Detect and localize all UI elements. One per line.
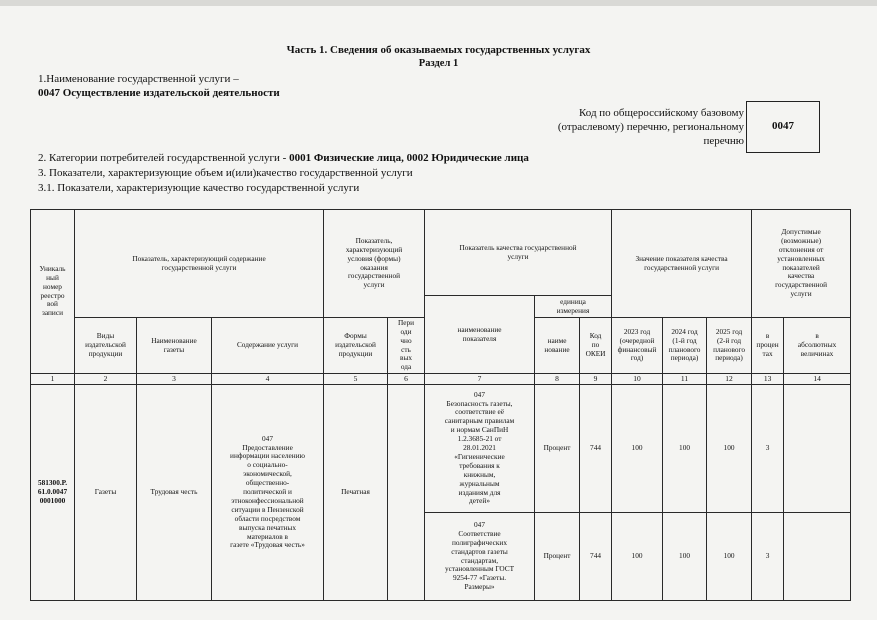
record-products: Газеты xyxy=(75,385,137,601)
column-number: 4 xyxy=(212,374,324,385)
column-number: 3 xyxy=(137,374,212,385)
record-content: 047 Предоставление информации населению о социально- экономической, общественно- политической и этноконфессиональной ситуации в Пензенской области посредством выпуска печатных материалов в газете «Трудовая честь» xyxy=(212,385,324,601)
header-percent: в процен тах xyxy=(752,318,784,374)
header-indicator-name: наименование показателя xyxy=(425,296,535,374)
header-unique-number: Уникаль ный номер реестро вой записи xyxy=(31,210,75,374)
indicator-name: 047 Соответствие полиграфических стандартов газеты стандартам, установленным ГОСТ 9254-77 «Газеты. Размеры» xyxy=(425,513,535,601)
column-number: 10 xyxy=(612,374,663,385)
header-content: Содержание услуги xyxy=(212,318,324,374)
value-2024: 100 xyxy=(663,385,707,513)
header-okei-code: Код по ОКЕИ xyxy=(580,318,612,374)
deviation-absolute xyxy=(784,513,851,601)
okei-code: 744 xyxy=(580,385,612,513)
indicator-name: 047 Безопасность газеты, соответствие её санитарным правилам и нормам СанПиН 1.2.3685-21 от 28.01.2021 «Гигиенические требования к книжным, журнальным изданиям для детей» xyxy=(425,385,535,513)
service-code-box xyxy=(746,101,820,153)
okei-code: 744 xyxy=(580,513,612,601)
header-absolute: в абсолютных величинах xyxy=(784,318,851,374)
value-2024: 100 xyxy=(663,513,707,601)
column-number: 2 xyxy=(75,374,137,385)
value-2023: 100 xyxy=(612,513,663,601)
record-unique-number: 581300.Р. 61.0.0047 0001000 xyxy=(31,385,75,601)
unit-name: Процент xyxy=(535,513,580,601)
service-code-label: Код по общероссийскому базовому (отраслевому) перечню, региональному перечню xyxy=(557,107,744,147)
service-name-label: 1.Наименование государственной услуги – xyxy=(38,73,239,85)
service-name-value: 0047 Осуществление издательской деятельности xyxy=(38,87,280,99)
header-deviation-group: Допустимые (возможные) отклонения от установленных показателей качества государственной услуги xyxy=(752,210,851,318)
record-newspaper: Трудовая честь xyxy=(137,385,212,601)
header-content-group: Показатель, характеризующий содержание государственной услуги xyxy=(75,210,324,318)
header-value-group: Значение показателя качества государственной услуги xyxy=(612,210,752,318)
unit-name: Процент xyxy=(535,385,580,513)
header-condition-group: Показатель, характеризующий условия (формы) оказания государственной услуги xyxy=(324,210,425,318)
header-year-2024: 2024 год (1-й год планового периода) xyxy=(663,318,707,374)
record-forms: Печатная xyxy=(324,385,388,601)
column-number: 1 xyxy=(31,374,75,385)
column-number: 6 xyxy=(388,374,425,385)
header-quality-group: Показатель качества государственной услуги xyxy=(425,210,612,296)
column-number: 11 xyxy=(663,374,707,385)
column-number: 14 xyxy=(784,374,851,385)
header-forms: Формы издательской продукции xyxy=(324,318,388,374)
header-year-2025: 2025 год (2-й год планового периода) xyxy=(707,318,752,374)
indicators-heading: 3. Показатели, характеризующие объем и(или)качество государственной услуги xyxy=(38,167,413,179)
quality-indicators-table xyxy=(30,209,851,601)
value-2025: 100 xyxy=(707,513,752,601)
column-number: 13 xyxy=(752,374,784,385)
column-number: 5 xyxy=(324,374,388,385)
header-products: Виды издательской продукции xyxy=(75,318,137,374)
header-periodicity: Пери оди чно сть вых ода xyxy=(388,318,425,374)
part-title: Часть 1. Сведения об оказываемых государственных услугах xyxy=(286,44,591,56)
service-code-value: 0047 xyxy=(772,120,794,132)
deviation-absolute xyxy=(784,385,851,513)
header-newspaper: Наименование газеты xyxy=(137,318,212,374)
section-title: Раздел 1 xyxy=(418,58,459,69)
column-number: 12 xyxy=(707,374,752,385)
consumer-categories-label: 2. Категории потребителей государственной услуги - xyxy=(38,152,290,164)
header-year-2023: 2023 год (очередной финансовый год) xyxy=(612,318,663,374)
quality-heading: 3.1. Показатели, характеризующие качество государственной услуги xyxy=(38,182,360,194)
header-unit-name: наиме нование xyxy=(535,318,580,374)
consumer-categories-value: 0001 Физические лица, 0002 Юридические лица xyxy=(289,152,529,164)
column-number: 7 xyxy=(425,374,535,385)
record-periodicity xyxy=(388,385,425,601)
value-2025: 100 xyxy=(707,385,752,513)
table-row xyxy=(31,385,851,513)
deviation-percent: 3 xyxy=(752,385,784,513)
header-unit-group: единица измерения xyxy=(535,296,612,318)
column-number: 9 xyxy=(580,374,612,385)
scan-edge xyxy=(0,0,877,6)
consumer-categories xyxy=(38,152,529,164)
column-number: 8 xyxy=(535,374,580,385)
deviation-percent: 3 xyxy=(752,513,784,601)
value-2023: 100 xyxy=(612,385,663,513)
